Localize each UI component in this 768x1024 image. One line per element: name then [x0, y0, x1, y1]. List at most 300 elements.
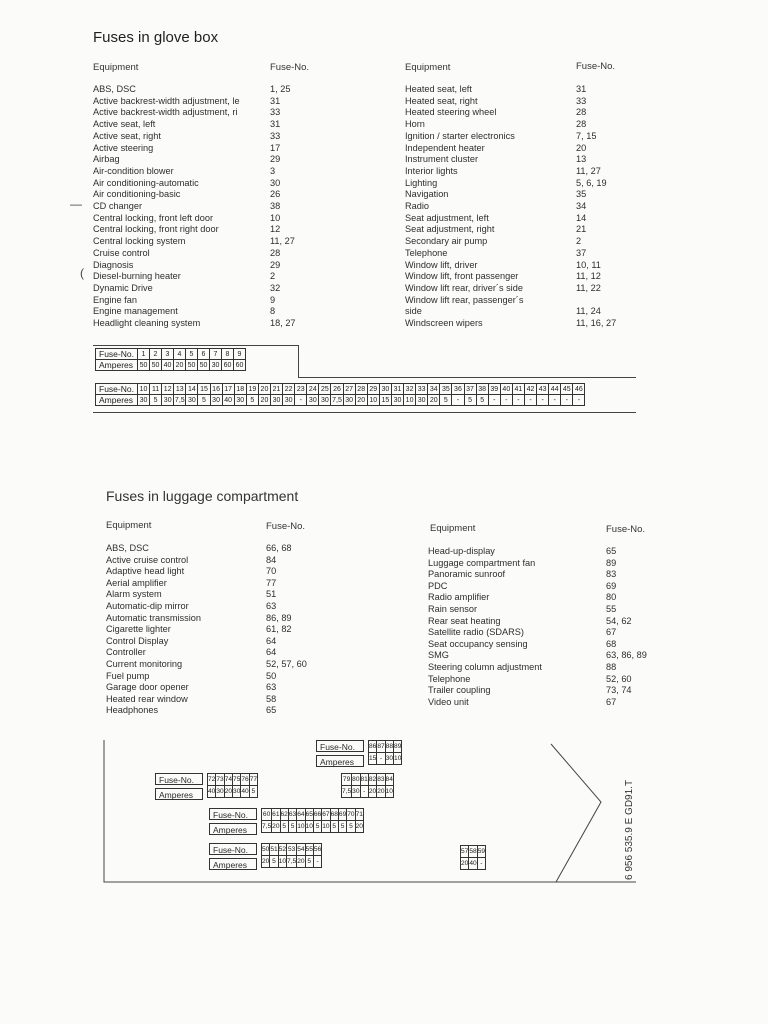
fuse-number-cell: 46 [573, 384, 585, 395]
amperes-cell: 10 [385, 786, 393, 798]
amperes-cell: 40 [222, 395, 234, 406]
amperes-cell: 20 [224, 786, 232, 798]
fuse-number-item: 88 [606, 661, 617, 672]
amperes-cell: 30 [137, 395, 149, 406]
amperes-cell: - [313, 856, 321, 868]
equipment-item: Radio [405, 201, 430, 212]
fuse-number-cell: 53 [287, 844, 297, 856]
fuse-number-cell: 37 [464, 384, 476, 395]
fuse-number-cell: 4 [173, 349, 185, 360]
fuse-no-label: Fuse-No. [209, 808, 257, 820]
amperes-cell: 40 [241, 786, 249, 798]
amperes-cell: 10 [404, 395, 416, 406]
equipment-item: Air conditioning-automatic [93, 177, 199, 188]
fuse-number-cell: 38 [476, 384, 488, 395]
fuse-number-item: 83 [606, 569, 617, 580]
amperes-cell: 50 [137, 360, 149, 371]
amperes-cell: 20 [297, 856, 305, 868]
amperes-cell: 5 [347, 821, 355, 833]
equipment-item: PDC [428, 580, 448, 591]
fuse-number-cell: 5 [185, 349, 197, 360]
amperes-cell: 20 [355, 395, 367, 406]
equipment-item: Luggage compartment fan [428, 557, 536, 568]
amperes-cell: - [500, 395, 512, 406]
glovebox-header-equipment-left: Equipment [93, 62, 139, 73]
fuse-number-item: 10, 11 [576, 259, 601, 270]
fuse-number-cell: 65 [305, 809, 313, 821]
fuse-number-cell: 72 [208, 774, 216, 786]
equipment-item: Head-up-display [428, 546, 495, 556]
fuse-number-item: 58 [266, 693, 277, 704]
glovebox-left-equipment-list [93, 84, 263, 330]
fuse-number-item: 11, 27 [270, 236, 295, 247]
amperes-cell: 30 [162, 395, 174, 406]
amperes-label: Amperes [316, 755, 364, 767]
amperes-cell: - [512, 395, 524, 406]
fuse-number-cell: 62 [280, 809, 288, 821]
fuse-number-cell: 44 [549, 384, 561, 395]
fuse-number-cell: 84 [385, 774, 393, 786]
amperes-label: Amperes [209, 858, 257, 870]
fuse-number-item: 65 [266, 705, 277, 716]
fuse-number-cell: 87 [377, 741, 385, 753]
amperes-cell: 10 [278, 856, 286, 868]
amperes-cell: 10 [297, 821, 305, 833]
glovebox-fuse-table-2 [95, 383, 585, 406]
equipment-item: Active backrest-width adjustment, le [93, 95, 240, 106]
fuse-number-item: 64 [266, 635, 277, 646]
fuse-number-cell: 20 [258, 384, 270, 395]
amperes-cell: 15 [369, 753, 377, 765]
fuse-number-cell: 6 [197, 349, 209, 360]
fuse-number-cell: 7 [209, 349, 221, 360]
glovebox-table-bottom-line [93, 412, 636, 414]
equipment-item: Cigarette lighter [106, 624, 171, 635]
amperes-cell: - [377, 753, 385, 765]
equipment-item: Horn [405, 119, 425, 130]
fuse-number-cell: 75 [233, 774, 241, 786]
fuse-number-cell: 28 [355, 384, 367, 395]
amperes-cell: 40 [208, 786, 216, 798]
fuse-number-cell: 12 [162, 384, 174, 395]
fuse-number-item: 26 [270, 189, 281, 200]
equipment-item: Heated seat, left [405, 84, 472, 94]
equipment-item: Video unit [428, 696, 469, 707]
fuse-number-cell: 42 [524, 384, 536, 395]
equipment-item: Navigation [405, 189, 449, 200]
fuse-number-item: 67 [606, 627, 617, 638]
amperes-cell: 30 [307, 395, 319, 406]
amperes-cell: 20 [377, 786, 385, 798]
fuse-number-cell: 43 [537, 384, 549, 395]
fuse-number-item: 86, 89 [266, 612, 292, 623]
equipment-item: Diagnosis [93, 259, 134, 270]
equipment-item: Automatic-dip mirror [106, 600, 189, 611]
fuse-number-item: 21 [576, 224, 587, 235]
glovebox-right-equipment-list [405, 84, 570, 330]
fuse-number-cell: 40 [500, 384, 512, 395]
glovebox-title: Fuses in glove box [93, 29, 219, 46]
equipment-item: Active seat, right [93, 130, 161, 141]
fuse-number-item: 3 [270, 165, 276, 176]
equipment-item: Central locking, front left door [93, 212, 214, 223]
fuse-number-cell: 59 [477, 846, 485, 858]
equipment-item: Heated steering wheel [405, 107, 497, 118]
equipment-item: Central locking system [93, 236, 186, 247]
fuse-number-item: 7, 15 [576, 130, 597, 141]
fuse-number-item: 18, 27 [270, 318, 296, 329]
fuse-number-item: 80 [606, 592, 617, 603]
fuse-number-cell: 33 [416, 384, 428, 395]
equipment-item: ABS, DSC [93, 84, 136, 94]
fuse-number-item: 11, 24 [576, 306, 601, 317]
fuse-number-item: 38 [270, 201, 281, 212]
fuse-number-cell: 2 [149, 349, 161, 360]
amperes-cell: 30 [283, 395, 295, 406]
fuse-number-cell: 27 [343, 384, 355, 395]
fuse-number-cell: 60 [262, 809, 272, 821]
fuse-number-item: 33 [270, 130, 281, 141]
fuse-number-item: 77 [266, 577, 277, 588]
fuse-number-cell: 26 [331, 384, 343, 395]
amperes-cell: 30 [233, 786, 241, 798]
fuse-number-cell: 51 [270, 844, 278, 856]
amperes-cell: 5 [305, 856, 313, 868]
fuse-number-item: 84 [266, 554, 277, 565]
fuse-number-cell: 70 [347, 809, 355, 821]
luggage-header-fuse-right: Fuse-No. [606, 524, 646, 535]
fuse-number-cell: 21 [271, 384, 283, 395]
amperes-cell: 5 [249, 786, 257, 798]
luggage-right-fuse-list [606, 546, 676, 708]
equipment-item: Headlight cleaning system [93, 318, 201, 329]
amperes-cell: 5 [440, 395, 452, 406]
amperes-cell: - [295, 395, 307, 406]
amperes-cell: - [477, 858, 485, 870]
fuse-number-item: 70 [266, 566, 277, 577]
fuse-number-item: 28 [576, 119, 587, 130]
equipment-item: ABS, DSC [106, 543, 149, 553]
fuse-number-item: 13 [576, 154, 587, 165]
fuse-number-cell: 35 [440, 384, 452, 395]
fuse-number-cell: 83 [377, 774, 385, 786]
fuse-number-cell: 41 [512, 384, 524, 395]
equipment-item: Windscreen wipers [405, 318, 483, 329]
amperes-label: Amperes [96, 360, 138, 371]
equipment-item: Radio amplifier [428, 592, 490, 603]
amperes-cell: 5 [198, 395, 210, 406]
equipment-item: Active cruise control [106, 554, 189, 565]
amperes-cell: 30 [186, 395, 198, 406]
equipment-item: Heated rear window [106, 693, 188, 704]
fuse-number-item: 28 [270, 247, 281, 258]
amperes-cell: 40 [469, 858, 477, 870]
fuse-no-label: Fuse-No. [96, 384, 138, 395]
fuse-number-item: 10 [270, 212, 281, 223]
fuse-number-item: 52, 60 [606, 673, 632, 684]
amperes-cell: 30 [391, 395, 403, 406]
equipment-item: Active seat, left [93, 119, 156, 130]
fuse-number-cell: 67 [322, 809, 330, 821]
fuse-number-cell: 89 [394, 741, 402, 753]
fuse-number-cell: 56 [313, 844, 321, 856]
amperes-cell: 7,5 [262, 821, 272, 833]
fuse-number-item: 89 [606, 557, 617, 568]
fuse-number-cell: 55 [305, 844, 313, 856]
amperes-cell: 5 [270, 856, 278, 868]
equipment-item: Garage door opener [106, 682, 189, 693]
glovebox-header-fuse-left: Fuse-No. [270, 62, 310, 73]
equipment-item: Window lift rear, passenger´s [405, 294, 524, 305]
amperes-cell: 30 [416, 395, 428, 406]
amperes-cell: - [452, 395, 464, 406]
fuse-number-cell: 73 [216, 774, 224, 786]
fuse-number-item: 63, 86, 89 [606, 650, 647, 661]
equipment-item: Cruise control [93, 247, 150, 258]
fuse-number-item: 11, 27 [576, 165, 601, 176]
fuse-number-cell: 63 [288, 809, 296, 821]
fuse-no-label: Fuse-No. [155, 773, 203, 785]
equipment-item: Alarm system [106, 589, 162, 600]
amperes-cell: 5 [330, 821, 338, 833]
fuse-number-cell: 39 [488, 384, 500, 395]
amperes-cell: 5 [288, 821, 296, 833]
fuse-number-item: 52, 57, 60 [266, 658, 307, 669]
amperes-cell: 30 [210, 395, 222, 406]
equipment-item: Air conditioning-basic [93, 189, 181, 200]
equipment-item: Dynamic Drive [93, 282, 153, 293]
amperes-cell: - [524, 395, 536, 406]
equipment-item: Active backrest-width adjustment, ri [93, 107, 238, 118]
fuse-number-item: 33 [270, 107, 281, 118]
equipment-item: Telephone [428, 673, 471, 684]
fuse-number-cell: 69 [338, 809, 346, 821]
fuse-number-cell: 25 [319, 384, 331, 395]
fuse-number-cell: 54 [297, 844, 305, 856]
luggage-header-fuse-left: Fuse-No. [266, 521, 306, 532]
glovebox-right-fuse-list [576, 84, 656, 330]
amperes-cell: 50 [197, 360, 209, 371]
fuse-number-cell: 86 [369, 741, 377, 753]
amperes-cell: 10 [322, 821, 330, 833]
fuse-number-cell: 8 [221, 349, 233, 360]
fuse-number-item: 2 [270, 271, 276, 282]
amperes-cell: 40 [161, 360, 173, 371]
equipment-item: Diesel-burning heater [93, 271, 181, 282]
fuse-number-cell: 74 [224, 774, 232, 786]
fuse-no-label: Fuse-No. [96, 349, 138, 360]
fuse-number-item: 55 [606, 603, 617, 614]
amperes-label: Amperes [155, 788, 203, 800]
fuse-number-item: 64 [266, 647, 277, 658]
fuse-number-item: 63 [266, 600, 277, 611]
fuse-number-item: 31 [576, 84, 587, 94]
luggage-header-equipment-right: Equipment [430, 523, 476, 534]
amperes-cell: 50 [149, 360, 161, 371]
margin-paren-mark: ( [80, 266, 84, 280]
amperes-cell: 30 [385, 753, 393, 765]
amperes-cell: 60 [221, 360, 233, 371]
fuse-number-item: 69 [606, 580, 617, 591]
equipment-item: Airbag [93, 154, 120, 165]
fuse-number-cell: 58 [469, 846, 477, 858]
amperes-cell: - [549, 395, 561, 406]
fuse-number-cell: 68 [330, 809, 338, 821]
amperes-cell: 7,5 [332, 396, 342, 404]
fuse-number-cell: 32 [404, 384, 416, 395]
fuse-number-cell: 66 [313, 809, 321, 821]
fuse-number-cell: 17 [222, 384, 234, 395]
amperes-cell: - [561, 395, 573, 406]
equipment-item: Ignition / starter electronics [405, 130, 515, 141]
fuse-number-cell: 16 [210, 384, 222, 395]
amperes-cell: 30 [352, 786, 360, 798]
side-code-text: 6 956 535.9 E GD91.T [624, 779, 635, 880]
equipment-item: Seat adjustment, right [405, 224, 495, 235]
fuse-number-item: 11, 12 [576, 271, 601, 282]
fuse-number-item: 5, 6, 19 [576, 177, 607, 188]
amperes-cell: 7,5 [287, 856, 297, 868]
fuse-number-item: 66, 68 [266, 543, 292, 553]
equipment-item: Secondary air pump [405, 236, 488, 247]
glovebox-header-equipment-right: Equipment [405, 62, 451, 73]
fuse-number-cell: 36 [452, 384, 464, 395]
fuse-number-item: 28 [576, 107, 587, 118]
glovebox-table-frame-line [298, 377, 636, 379]
fuse-number-cell: 19 [246, 384, 258, 395]
glovebox-table-frame [93, 345, 299, 378]
amperes-cell: - [488, 395, 500, 406]
amperes-cell: - [537, 395, 549, 406]
luggage-right-equipment-list [428, 546, 598, 708]
fuse-number-cell: 64 [297, 809, 305, 821]
amperes-cell: 15 [379, 395, 391, 406]
amperes-cell: 20 [272, 821, 280, 833]
fuse-number-item: 17 [270, 142, 281, 153]
fuse-number-item: 50 [266, 670, 277, 681]
fuse-number-cell: 29 [367, 384, 379, 395]
equipment-item: Automatic transmission [106, 612, 201, 623]
amperes-cell: 5 [464, 395, 476, 406]
amperes-cell: 20 [368, 786, 376, 798]
glovebox-header-fuse-right: Fuse-No. [576, 61, 616, 72]
fuse-number-item: 73, 74 [606, 685, 632, 696]
fuse-number-cell: 10 [137, 384, 149, 395]
equipment-item: Heated seat, right [405, 95, 478, 106]
amperes-cell: 30 [234, 395, 246, 406]
amperes-label: Amperes [209, 823, 257, 835]
amperes-cell: 20 [428, 395, 440, 406]
amperes-cell: 20 [461, 858, 469, 870]
equipment-item: Trailer coupling [428, 685, 491, 696]
amperes-cell: 10 [367, 395, 379, 406]
fuse-number-cell: 61 [272, 809, 280, 821]
amperes-cell: 5 [313, 821, 321, 833]
equipment-item: Telephone [405, 247, 448, 258]
amperes-cell: 5 [280, 821, 288, 833]
luggage-compartment-outline [96, 732, 636, 892]
amperes-label: Amperes [96, 395, 138, 406]
luggage-title: Fuses in luggage compartment [106, 488, 299, 504]
fuse-number-cell: 13 [174, 384, 186, 395]
equipment-item: Controller [106, 647, 146, 658]
fuse-number-cell: 30 [379, 384, 391, 395]
fuse-number-item: 33 [576, 95, 587, 106]
fuse-number-item: 30 [270, 177, 281, 188]
amperes-cell: - [360, 786, 368, 798]
luggage-header-equipment-left: Equipment [106, 520, 152, 531]
amperes-cell: 7,5 [174, 396, 185, 404]
amperes-cell: 5 [338, 821, 346, 833]
fuse-number-item: 32 [270, 282, 281, 293]
fuse-number-cell: 77 [249, 774, 257, 786]
amperes-cell: 30 [271, 395, 283, 406]
fuse-number-cell: 9 [233, 349, 245, 360]
amperes-cell: 30 [343, 395, 355, 406]
equipment-item: Window lift rear, driver´s side [405, 282, 523, 293]
amperes-cell: 30 [319, 395, 331, 406]
equipment-item: Rain sensor [428, 603, 478, 614]
fuse-number-item: 54, 62 [606, 615, 632, 626]
fuse-number-item: 29 [270, 259, 281, 270]
fuse-number-cell: 22 [283, 384, 295, 395]
fuse-number-cell: 71 [355, 809, 363, 821]
fuse-number-cell: 14 [186, 384, 198, 395]
amperes-cell: 5 [246, 395, 258, 406]
equipment-item: Fuel pump [106, 670, 150, 681]
fuse-number-item: 68 [606, 638, 617, 649]
fuse-number-cell: 80 [352, 774, 360, 786]
fuse-number-cell: 79 [342, 774, 352, 786]
amperes-cell: 5 [476, 395, 488, 406]
equipment-item: Engine management [93, 306, 178, 317]
amperes-cell: 30 [216, 786, 224, 798]
amperes-cell: - [573, 395, 585, 406]
fuse-number-item: 61, 82 [266, 624, 292, 635]
equipment-item: Central locking, front right door [93, 224, 219, 235]
fuse-number-cell: 11 [150, 384, 162, 395]
fuse-no-label: Fuse-No. [316, 740, 364, 752]
fuse-number-item: 29 [270, 154, 281, 165]
equipment-item: Steering column adjustment [428, 661, 542, 672]
equipment-item: Aerial amplifier [106, 577, 167, 588]
equipment-item: Control Display [106, 635, 169, 646]
fuse-number-cell: 88 [385, 741, 393, 753]
fuse-number-item: 1, 25 [270, 84, 291, 94]
fuse-number-cell: 76 [241, 774, 249, 786]
equipment-item: Seat occupancy sensing [428, 638, 528, 649]
fuse-number-cell: 24 [307, 384, 319, 395]
fuse-number-item: 65 [606, 546, 617, 556]
equipment-item: Rear seat heating [428, 615, 501, 626]
fuse-number-item: 12 [270, 224, 281, 235]
fuse-number-item [576, 295, 656, 307]
side-document-code [620, 780, 640, 890]
equipment-item: Current monitoring [106, 658, 183, 669]
fuse-number-cell: 82 [368, 774, 376, 786]
amperes-cell: 10 [305, 821, 313, 833]
fuse-number-cell: 45 [561, 384, 573, 395]
fuse-number-item: 2 [576, 236, 582, 247]
amperes-cell: 7,5 [342, 786, 352, 798]
fuse-no-label: Fuse-No. [209, 843, 257, 855]
equipment-item: Window lift, driver [405, 259, 478, 270]
equipment-item: Active steering [93, 142, 154, 153]
amperes-cell: 20 [173, 360, 185, 371]
fuse-number-item: 34 [576, 201, 587, 212]
equipment-item: SMG [428, 650, 449, 661]
fuse-number-cell: 15 [198, 384, 210, 395]
